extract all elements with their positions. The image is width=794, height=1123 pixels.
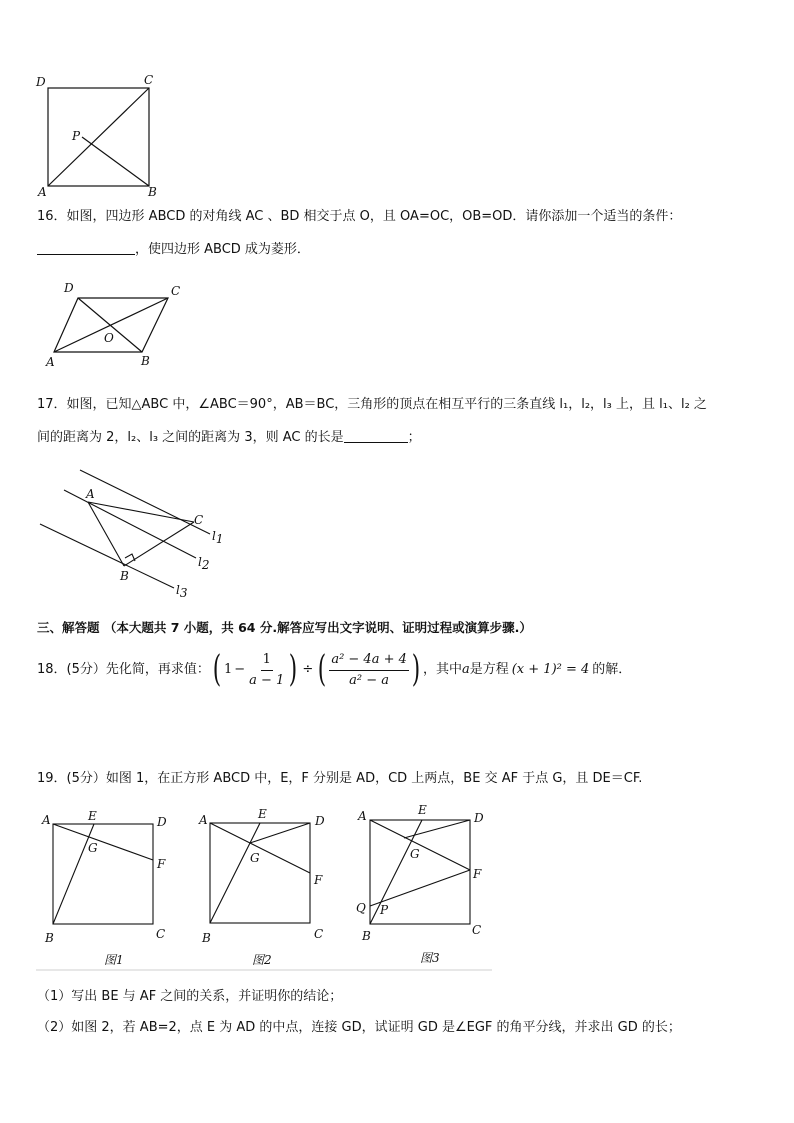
q18-prefix: 18．(5分）先化简，再求值： (37, 662, 210, 677)
q17-line2-end: ； (407, 430, 421, 445)
fig2-label-g: G (250, 851, 260, 865)
fig3-caption: 图3 (420, 951, 440, 965)
fig3-label-b: B (362, 929, 371, 943)
label-o: O (104, 331, 114, 345)
figure-parallel-lines-triangle (34, 462, 234, 602)
label-a: A (38, 185, 47, 199)
fig3-label-q: Q (356, 901, 366, 915)
q19-intro: 19．(5分）如图 1，在正方形 ABCD 中，E，F 分别是 AD，CD 上两点，BE 交 AF 于点 G，且 DE＝CF. (37, 771, 643, 786)
fig2-label-b: B (202, 931, 211, 945)
q18-is-eq: 是方程 (469, 662, 509, 677)
label-c: C (194, 513, 204, 527)
figure-parallelogram-abcd (40, 278, 200, 370)
label-l3: l3 (176, 583, 188, 600)
label-c: C (171, 284, 181, 298)
q18-fraction-2: $\frac{\text{a² − 4a + 4}}{\text{a² − a}}$ (331, 651, 407, 688)
q18-fraction-1: $\frac{1}{a - 1}$ (249, 651, 285, 688)
fig3-label-d: D (474, 811, 484, 825)
q18-one: 1 (223, 662, 233, 677)
label-c: C (144, 73, 154, 87)
label-d: D (36, 75, 46, 89)
fig3-label-p: P (380, 903, 389, 917)
fig3-label-e: E (418, 803, 427, 817)
q18-line: 18．(5分）先化简，再求值： ( 1 − $\frac{1}{a - 1}$ ) ÷ ( $\frac{\text{a² − 4a + 4}}{\text{a² − a}}$ ) ，其中 a 是方程 (x + 1)² = 4 的解． (37, 649, 632, 690)
fig3-label-c: C (472, 923, 482, 937)
q18-equation: (x + 1)² = 4 (511, 662, 590, 677)
q18-var-a: a (461, 662, 470, 677)
q16-line2 (37, 240, 310, 259)
q17-answer-blank[interactable] (344, 428, 408, 443)
q18-suffix: 的解． (592, 662, 632, 677)
q17-line2 (37, 428, 421, 447)
label-a: A (46, 355, 55, 369)
label-d: D (64, 281, 74, 295)
label-l1: l1 (212, 529, 224, 546)
fig3-label-a: A (358, 809, 367, 823)
q17-line2-text: 间的距离为 2，l₂、l₃ 之间的距离为 3，则 AC 的长是 (37, 430, 344, 445)
fig2-label-d: D (315, 814, 325, 828)
fig1-caption: 图1 (104, 953, 124, 967)
label-a: A (86, 487, 95, 501)
q18-mid: ，其中 (422, 662, 462, 677)
q18-minus: − (234, 662, 246, 677)
q19-part1: （1）写出 BE 与 AF 之间的关系，并证明你的结论； (37, 989, 343, 1004)
q16-line1: 16．如图，四边形 ABCD 的对角线 AC 、BD 相交于点 O，且 OA=OC，OB=OD．请你添加一个适当的条件： (37, 209, 682, 224)
q16-line2-text: ，使四边形 ABCD 成为菱形． (135, 242, 310, 257)
fig1-label-g: G (88, 841, 98, 855)
q19-part2: （2）如图 2，若 AB=2，点 E 为 AD 的中点，连接 GD，试证明 GD 是∠EGF 的角平分线，并求出 GD 的长； (37, 1020, 681, 1035)
label-b: B (148, 185, 157, 199)
fig2-label-c: C (314, 927, 324, 941)
fig2-label-e: E (258, 807, 267, 821)
fig2-label-a: A (199, 813, 208, 827)
fig1-label-c: C (156, 927, 166, 941)
label-l2: l2 (198, 555, 210, 572)
figure-square-abcd-p (30, 70, 170, 200)
fig1-label-f: F (157, 857, 166, 871)
q16-answer-blank[interactable] (37, 240, 135, 255)
fig1-label-a: A (42, 813, 51, 827)
fig1-label-e: E (88, 809, 97, 823)
section-3-heading: 三、解答题 （本大题共 7 小题，共 64 分.解答应写出文字说明、证明过程或演算步骤.） (37, 620, 532, 635)
label-p: P (72, 129, 81, 143)
fig3-label-g: G (410, 847, 420, 861)
label-b: B (141, 354, 150, 368)
q18-divide: ÷ (302, 662, 314, 677)
fig2-caption: 图2 (252, 953, 272, 967)
figure-q19-three-squares (36, 800, 492, 972)
fig1-label-b: B (45, 931, 54, 945)
fig3-label-f: F (473, 867, 482, 881)
q17-line1: 17．如图，已知△ABC 中，∠ABC＝90°，AB＝BC，三角形的顶点在相互平行的三条直线 l₁，l₂，l₃ 上，且 l₁、l₂ 之 (37, 397, 707, 412)
label-b: B (120, 569, 129, 583)
fig2-label-f: F (314, 873, 323, 887)
fig1-label-d: D (157, 815, 167, 829)
